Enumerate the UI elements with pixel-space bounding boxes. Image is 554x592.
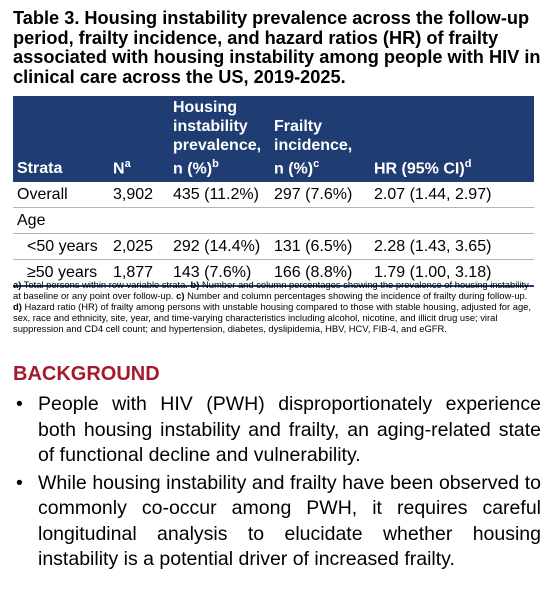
bullet-icon: •: [16, 471, 23, 494]
header-housing: Housing instability prevalence, n (%)$^b$: [169, 96, 270, 182]
cell-strata: Age: [17, 211, 46, 229]
header-hr: HR (95% CI)$^d$: [370, 96, 534, 182]
cell-strata: ≥50 years: [27, 263, 98, 281]
cell-n: 2,025: [113, 237, 154, 255]
table-footnote: a) Total persons within row variable strata. b) Number and column percentages showing the prevalence of housing instability at baseline or any point over follow-up. c) Number and column percentages showing the incidence of frailty during follow-up. d) Hazard ratio (HR) of frailty among persons with unstable housing compared to those with stable housing, adjusted for age, sex, race and ethnicity, site, year, and time-varying characteristics including alcohol, nicotine, and illicit drug use; viral suppression and CD4 cell count; and hypertension, diabetes, dyslipidemia, HBV, HCV, FIB-4, and eGFR.: [13, 279, 531, 334]
cell-frailty: [270, 208, 370, 234]
cell-hr: 2.28 (1.43, 3.65): [374, 237, 492, 255]
bullet-icon: •: [16, 393, 23, 415]
cell-hr: [370, 208, 534, 234]
cell-n: [109, 208, 169, 234]
table-row: [13, 234, 534, 260]
cell-housing: 292 (14.4%): [173, 237, 261, 255]
cell-n: 1,877: [113, 263, 154, 281]
header-strata: Strata: [13, 96, 109, 182]
cell-hr: 1.79 (1.00, 3.18): [374, 263, 492, 281]
header-n: $N^a$: [109, 96, 169, 182]
cell-housing: [169, 208, 270, 234]
list-item: • While housing instability and frailty have been observed to commonly co-occur among PWH, it requires careful longitudinal analysis to elucidate whether housing instability is a potential driver of increased frailty.: [16, 471, 541, 570]
cell-frailty: 166 (8.8%): [274, 263, 353, 281]
table-row: [13, 208, 534, 234]
table-header-row: [13, 96, 534, 182]
cell-strata: Overall: [17, 185, 68, 203]
header-frailty: Frailty incidence, n (%)$^c$: [270, 96, 370, 182]
background-bullets: [13, 392, 541, 575]
background-heading: BACKGROUND: [13, 363, 160, 385]
cell-strata: <50 years: [27, 237, 98, 255]
cell-housing: 435 (11.2%): [173, 185, 259, 203]
cell-frailty: 131 (6.5%): [274, 237, 353, 255]
cell-hr: 2.07 (1.44, 2.97): [374, 185, 492, 203]
cell-housing: 143 (7.6%): [173, 263, 252, 281]
table-title: Table 3. Housing instability prevalence across the follow-up period, frailty incidence, and hazard ratios (HR) of frailty associated with housing instability among people with HIV in clinical care across the US, 2019-2025.: [13, 8, 541, 87]
results-table: [13, 96, 534, 287]
list-item: • People with HIV (PWH) disproportionately experience both housing instability and frailty, an aging-related state of functional decline and vulnerability.: [16, 393, 541, 466]
cell-frailty: 297 (7.6%): [274, 185, 353, 203]
cell-n: 3,902: [113, 185, 154, 203]
table-row: [13, 182, 534, 208]
